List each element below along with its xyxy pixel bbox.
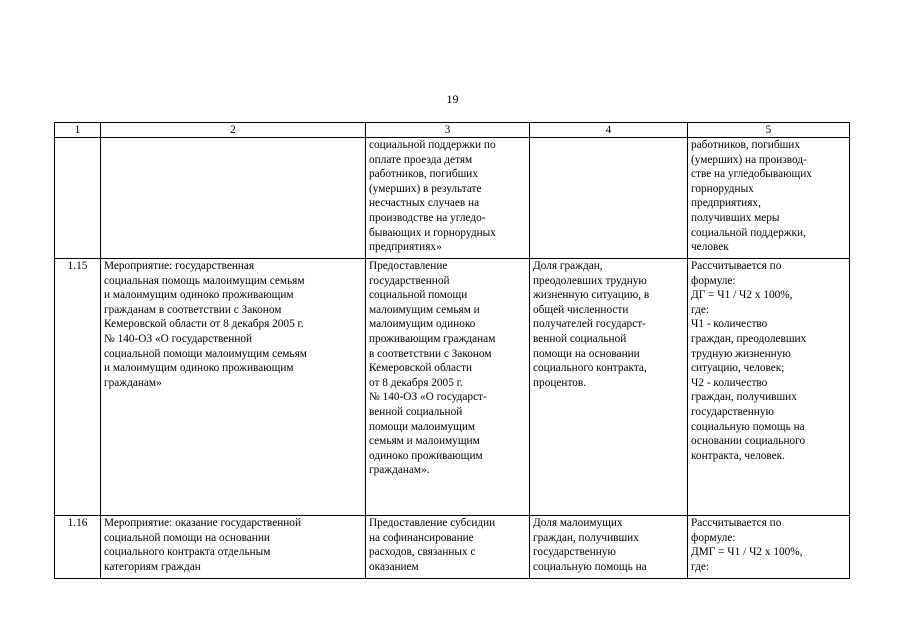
row-number: 1.15 [55,259,101,516]
measure-description: социальной поддержки по оплате проезда детям работников, погибших (умерших) в результате несчастных случаев на производстве на угледо- бывающих и горнорудных предприятиях» [366,138,530,259]
measure-name: Мероприятие: государственная социальная помощь малоимущим семьям и малоимущим одиноко проживающим гражданам в соответствии с Законом Кемеровской области от 8 декабря 2005 г. № 140-ОЗ «О государственной социальной помощи малоимущим семьям и малоимущим одиноко проживающим гражданам» [101,259,366,516]
page-number: 19 [446,92,459,106]
column-header-1: 1 [55,123,101,138]
column-header-5: 5 [688,123,850,138]
column-header-3: 3 [366,123,530,138]
table-row [55,516,850,579]
measure-description: Предоставление субсидии на софинансирование расходов, связанных с оказанием [366,516,530,579]
table-row [55,259,850,516]
indicator-name: Доля малоимущих граждан, получивших государственную социальную помощь на [530,516,688,579]
table-row [55,138,850,259]
row-number [55,138,101,259]
calculation-formula: Рассчитывается по формуле: ДГ = Ч1 / Ч2 х 100%, где: Ч1 - количество граждан, преодолевших трудную жизненную ситуацию, человек; Ч2 - количество граждан, получивших государственную социальную помощь на основании социального контракта, человек. [688,259,850,516]
indicator-name: Доля граждан, преодолевших трудную жизненную ситуацию, в общей численности получателей государст- венной социальной помощи на основании социального контракта, процентов. [530,259,688,516]
calculation-formula: Рассчитывается по формуле: ДМГ = Ч1 / Ч2 х 100%, где: [688,516,850,579]
column-header-2: 2 [101,123,366,138]
indicators-table [54,122,850,579]
measure-description: Предоставление государственной социальной помощи малоимущим семьям и малоимущим одиноко проживающим гражданам в соответствии с Законом Кемеровской области от 8 декабря 2005 г. № 140-ОЗ «О государст- венной социальной помощи малоимущим семьям и малоимущим одиноко проживающим гражданам». [366,259,530,516]
row-number: 1.16 [55,516,101,579]
measure-name [101,138,366,259]
indicator-name [530,138,688,259]
measure-name: Мероприятие: оказание государственной социальной помощи на основании социального контракта отдельным категориям граждан [101,516,366,579]
table-header-row [55,123,850,138]
column-header-4: 4 [530,123,688,138]
calculation-formula: работников, погибших (умерших) на производ- стве на угледобывающих горнорудных предприятиях, получивших меры социальной поддержки, человек [688,138,850,259]
